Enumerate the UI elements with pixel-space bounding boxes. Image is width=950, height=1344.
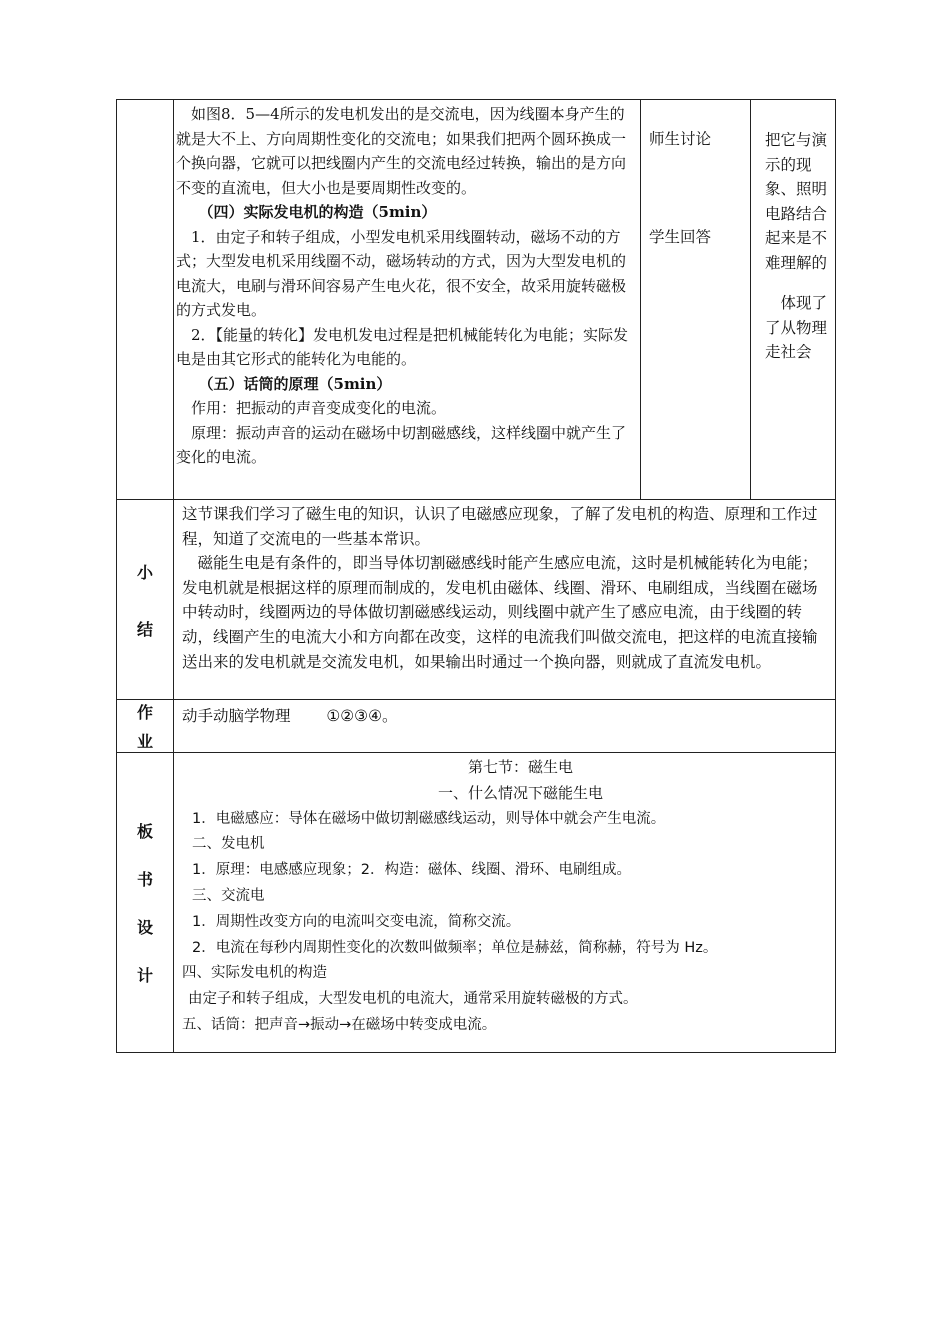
homework-content-cell	[174, 700, 836, 753]
homework-label: 作 业	[117, 700, 174, 753]
board-line-5: 1．周期性改变方向的电流叫交变电流，简称交流。	[192, 913, 521, 930]
activity-discussion: 师生讨论	[649, 130, 712, 148]
homework-row	[117, 700, 836, 753]
teaching-process-row	[117, 100, 836, 500]
microphone-function-paragraph: 作用：把振动的声音变成变化的电流。	[191, 399, 447, 417]
board-design-row	[117, 753, 836, 1053]
energy-conversion-paragraph: 2．【能量的转化】发电机发电过程是把机械能转化为电能；实际发电是由其它形式的能转化为电能的。	[176, 325, 629, 368]
board-line-7: 四、实际发电机的构造	[182, 965, 327, 982]
section-four-heading: （四）实际发电机的构造（5min）	[198, 203, 437, 221]
board-line-4: 三、交流电	[192, 887, 265, 904]
construction-paragraph: 1．由定子和转子组成，小型发电机采用线圈转动，磁场不动的方式；大型发电机采用线圈不动，磁场转动的方式，因为大型发电机的电流大，电刷与滑环间容易产生电火花，很不安全，故采用旋转磁极的方式发电。	[176, 227, 627, 319]
board-line-1: 1．电磁感应：导体在磁场中做切割磁感线运动，则导体中就会产生电流。	[192, 810, 666, 827]
homework-items: ①②③④。	[326, 707, 398, 725]
activity-cell	[641, 100, 751, 500]
summary-content-cell	[174, 500, 836, 700]
homework-text: 动手动脑学物理	[182, 707, 291, 725]
board-line-8: 由定子和转子组成，大型发电机的电流大，通常采用旋转磁极的方式。	[188, 991, 638, 1008]
summary-paragraph-2: 磁能生电是有条件的，即当导体切割磁感线时能产生感应电流，这时是机械能转化为电能；发电机就是根据这样的原理而制成的，发电机由磁体、线圈、滑环、电刷组成，当线圈在磁场中转动时，线圈两边的导体做切割磁感线运动，则线圈中就产生了感应电流，由于线圈的转动，线圈产生的电流大小和方向都在改变，这样的电流我们叫做交流电，把这样的电流直接输送出来的发电机就是交流发电机，如果输出时通过一个换向器，则就成了直流发电机。	[182, 554, 818, 671]
board-line-2: 二、发电机	[192, 836, 265, 853]
board-design-content-cell	[174, 753, 836, 1053]
design-note-2: 体现了了从物理走社会	[765, 294, 828, 361]
activity-answer: 学生回答	[649, 228, 712, 246]
board-design-label: 板 书 设 计	[117, 753, 174, 1053]
lesson-plan-table	[116, 99, 836, 1053]
board-title: 第七节：磁生电	[467, 758, 573, 776]
teaching-content-cell	[174, 100, 641, 500]
board-subtitle: 一、什么情况下磁能生电	[437, 783, 603, 802]
summary-row	[117, 500, 836, 700]
summary-paragraph-1: 这节课我们学习了磁生电的知识，认识了电磁感应现象，了解了发电机的构造、原理和工作过程，知道了交流电的一些基本常识。	[182, 505, 818, 548]
board-line-3: 1．原理：电感感应现象；2．构造：磁体、线圈、滑环、电刷组成。	[192, 862, 631, 879]
board-line-6: 2．电流在每秒内周期性变化的次数叫做频率；单位是赫兹，简称赫，符号为 Hz。	[192, 939, 718, 956]
section-five-heading: （五）话筒的原理（5min）	[198, 374, 392, 393]
empty-label-cell	[117, 100, 174, 500]
design-note-cell	[751, 100, 836, 500]
design-note-1: 把它与演示的现象、照明电路结合起来是不难理解的	[765, 131, 828, 272]
summary-label: 小 结	[117, 500, 174, 700]
microphone-principle-paragraph: 原理：振动声音的运动在磁场中切割磁感线，这样线圈中就产生了变化的电流。	[176, 423, 627, 466]
generator-ac-paragraph: 如图8．5—4所示的发电机发出的是交流电，因为线圈本身产生的就是大不上、方向周期性变化的交流电；如果我们把两个圆环换成一个换向器，它就可以把线圈内产生的交流电经过转换，输出的是方向不变的直流电，但大小也是要周期性改变的。	[176, 105, 627, 197]
board-line-9: 五、话筒：把声音→振动→在磁场中转变成电流。	[182, 1016, 497, 1033]
